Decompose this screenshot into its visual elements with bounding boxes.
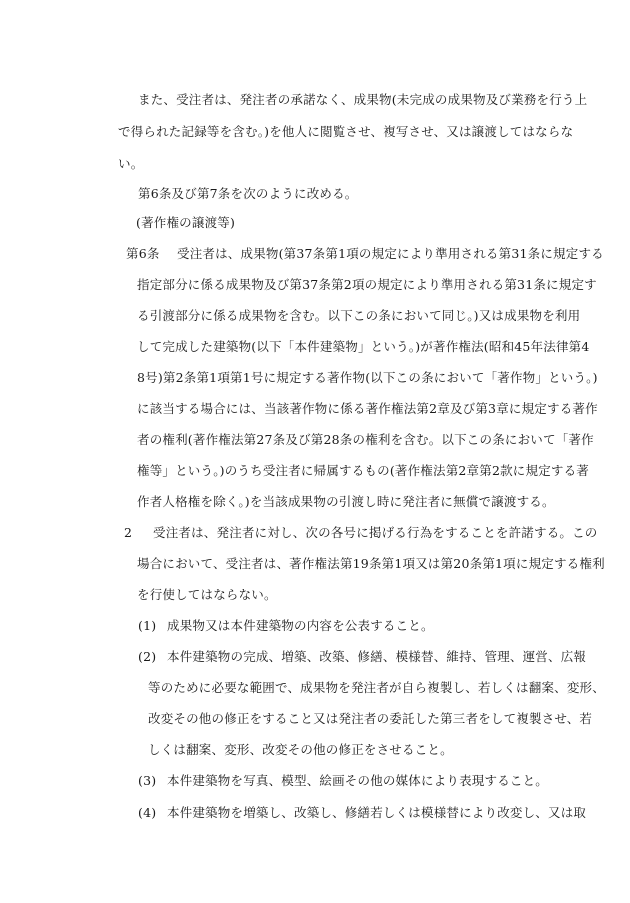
item2-line-3: 改変その他の修正をすること又は発注者の委託した第三者をして複製させ、若 bbox=[148, 711, 593, 726]
article6-line-8: 権等」という。)のうち受注者に帰属するもの(著作権法第2章第2款に規定する著 bbox=[137, 463, 590, 478]
item3-number: (3) bbox=[138, 773, 157, 788]
article6-line-4: して完成した建築物(以下「本件建築物」という。)が著作権法(昭和45年法律第4 bbox=[137, 339, 590, 354]
article6-line-5: 8号)第2条第1項第1号に規定する著作物(以下この条において「著作物」という。) bbox=[137, 370, 598, 385]
item2-line-1: 本件建築物の完成、増築、改築、修繕、模様替、維持、管理、運営、広報 bbox=[167, 649, 587, 664]
intro-line-3: い。 bbox=[118, 156, 144, 171]
item2-number: (2) bbox=[138, 649, 157, 664]
article6-line-2: 指定部分に係る成果物及び第37条第2項の規定により準用される第31条に規定す bbox=[137, 277, 597, 292]
paragraph2-line-2: 場合において、受注者は、著作権法第19条第1項又は第20条第1項に規定する権利 bbox=[137, 556, 605, 571]
article6-line-9: 作者人格権を除く。)を当該成果物の引渡し時に発注者に無償で譲渡する。 bbox=[137, 494, 555, 509]
item1-number: (1) bbox=[138, 618, 157, 633]
intro-line-2: で得られた記録等を含む。)を他人に閲覧させ、複写させ、又は譲渡してはならな bbox=[118, 124, 574, 139]
item4-number: (4) bbox=[138, 805, 157, 820]
intro-line-1: また、受注者は、発注者の承諾なく、成果物(未完成の成果物及び業務を行う上 bbox=[138, 92, 588, 107]
item4-line-1: 本件建築物を増築し、改築し、修繕若しくは模様替により改変し、又は取 bbox=[167, 805, 587, 820]
item2-line-4: しくは翻案、変形、改変その他の修正をさせること。 bbox=[148, 742, 453, 757]
article-caption: (著作権の譲渡等) bbox=[136, 215, 236, 230]
article6-number: 第6条 bbox=[126, 246, 160, 261]
article6-line-1: 受注者は、成果物(第37条第1項の規定により準用される第31条に規定する bbox=[177, 246, 604, 261]
item2-line-2: 等のために必要な範囲で、成果物を発注者が自ら複製し、若しくは翻案、変形、 bbox=[148, 680, 605, 695]
item3-line-1: 本件建築物を写真、模型、絵画その他の媒体により表現すること。 bbox=[167, 773, 549, 788]
article6-line-3: る引渡部分に係る成果物を含む。以下この条において同じ。)又は成果物を利用 bbox=[137, 308, 581, 323]
paragraph2-line-1: 受注者は、発注者に対し、次の各号に掲げる行為をすることを許諾する。この bbox=[153, 525, 598, 540]
article6-line-7: 者の権利(著作権法第27条及び第28条の権利を含む。以下この条において「著作 bbox=[137, 432, 594, 447]
paragraph2-number: 2 bbox=[124, 525, 133, 540]
paragraph2-line-3: を行使してはならない。 bbox=[137, 587, 277, 602]
item1-line-1: 成果物又は本件建築物の内容を公表すること。 bbox=[167, 618, 434, 633]
amendment-note: 第6条及び第7条を次のように改める。 bbox=[138, 186, 358, 201]
article6-line-6: に該当する場合には、当該著作物に係る著作権法第2章及び第3章に規定する著作 bbox=[137, 401, 598, 416]
